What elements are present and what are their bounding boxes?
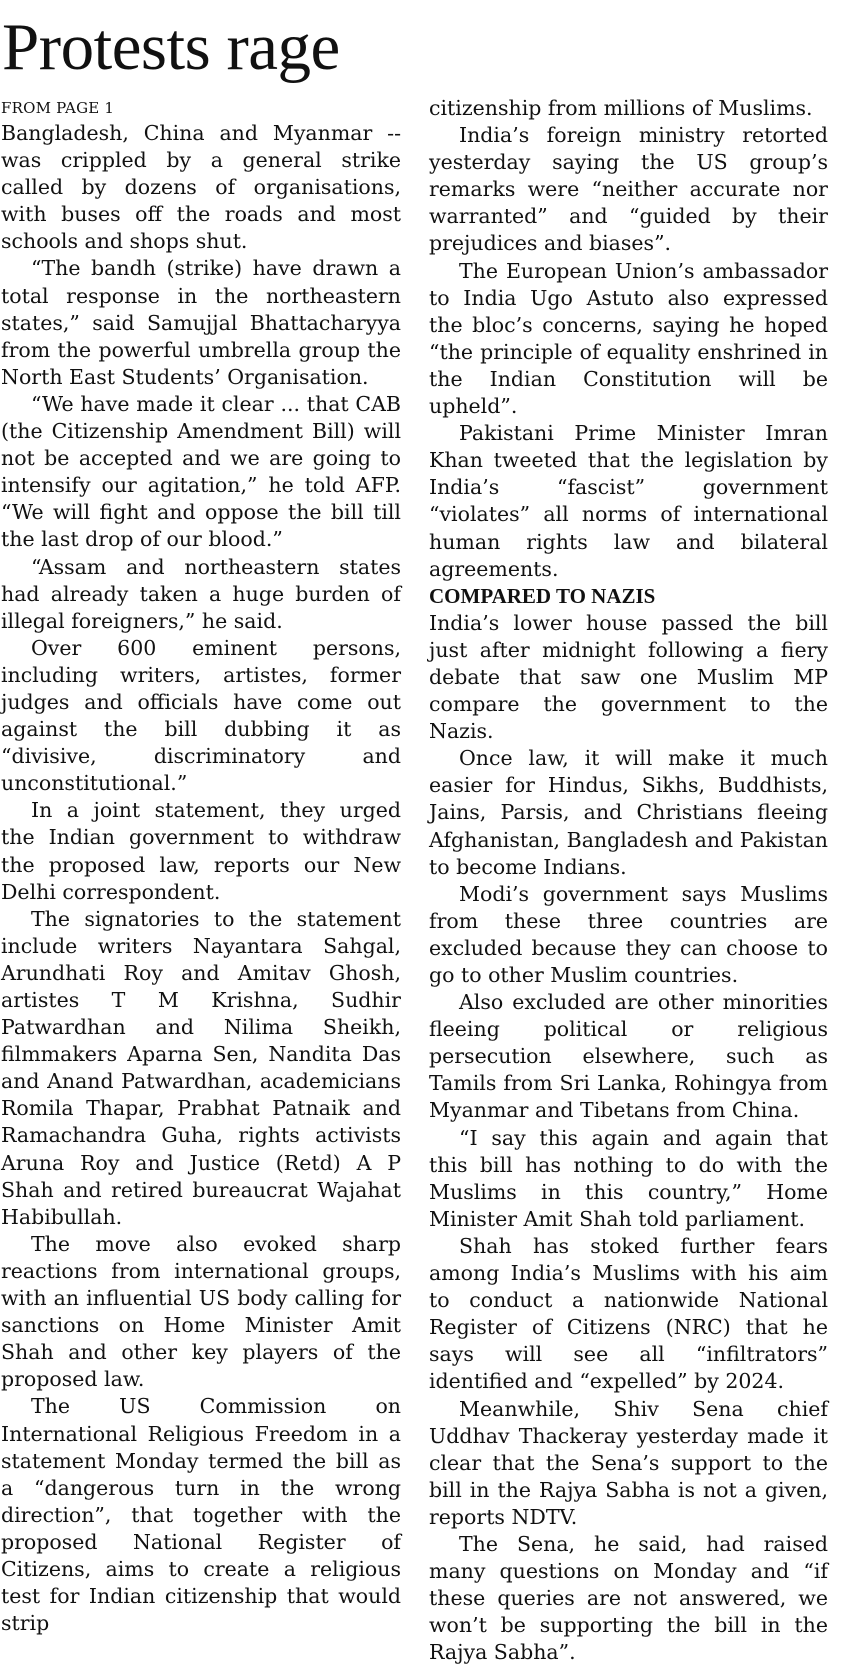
article-paragraph: citizenship from millions of Muslims. bbox=[429, 96, 813, 120]
article-paragraph: Shah has stoked further fears among India’s Muslims with his aim to conduct a nationwide National Register of Citizens (NRC) that he says will see all “infiltrators” identified and “expelled” by 2024. bbox=[429, 1233, 828, 1394]
article-paragraph: Bangladesh, China and Myanmar -- was crippled by a general strike called by dozens of organisations, with buses off the roads and most schools and shops shut. bbox=[1, 121, 401, 254]
article-paragraph: The European Union’s ambassador to India Ugo Astuto also expressed the bloc’s concerns, saying he hoped “the principle of equality enshrined in the Indian Constitution will be upheld”. bbox=[429, 258, 828, 419]
article-paragraph: The Sena, he said, had raised many questions on Monday and “if these queries are not answered, we won’t be supporting the bill in the Rajya Sabha”. bbox=[429, 1531, 828, 1665]
article-paragraph: Over 600 eminent persons, including writers, artistes, former judges and officials have come out against the bill dubbing it as “divisive, discriminatory and unconstitutional.” bbox=[1, 635, 401, 796]
article-paragraph: “We have made it clear ... that CAB (the Citizenship Amendment Bill) will not be accepted and we are going to intensify our agitation,” he told AFP. “We will fight and oppose the bill till the last drop of our blood.” bbox=[1, 391, 401, 552]
left-column bbox=[1, 96, 401, 1637]
article-paragraph: Pakistani Prime Minister Imran Khan tweeted that the legislation by India’s “fascist” government “violates” all norms of international human rights law and bilateral agreements. bbox=[429, 421, 828, 581]
right-paragraphs-bottom bbox=[429, 610, 828, 1666]
article-paragraph: The move also evoked sharp reactions from international groups, with an influential US body calling for sanctions on Home Minister Amit Shah and other key players of the proposed law. bbox=[1, 1231, 401, 1392]
article-paragraph: Modi’s government says Muslims from these three countries are excluded because they can choose to go to other Muslim countries. bbox=[429, 881, 828, 987]
article-paragraph: Once law, it will make it much easier for Hindus, Sikhs, Buddhists, Jains, Parsis, and Christians fleeing Afghanistan, Bangladesh and Pakistan to become Indians. bbox=[429, 746, 828, 879]
article-paragraph: “Assam and northeastern states had already taken a huge burden of illegal foreigners,” he said. bbox=[1, 554, 401, 633]
article-paragraph: “The bandh (strike) have drawn a total response in the northeastern states,” said Samujjal Bhattacharyya from the powerful umbrella group the North East Students’ Organisation. bbox=[1, 256, 401, 389]
article-paragraph: The US Commission on International Religious Freedom in a statement Monday termed the bill as a “dangerous turn in the wrong direction”, that together with the proposed National Register of Citizens, aims to create a religious test for Indian citizenship that would strip bbox=[1, 1394, 401, 1636]
headline: Protests rage bbox=[2, 10, 340, 84]
right-paragraphs-top bbox=[429, 95, 828, 583]
article-paragraph: India’s lower house passed the bill just after midnight following a fiery debate that saw one Muslim MP compare the government to the Nazis. bbox=[429, 610, 828, 744]
article-paragraph: “I say this again and again that this bill has nothing to do with the Muslims in this country,” Home Minister Amit Shah told parliament. bbox=[429, 1125, 828, 1231]
article-paragraph: Also excluded are other minorities fleeing political or religious persecution elsewhere, such as Tamils from Sri Lanka, Rohingya from Myanmar and Tibetans from China. bbox=[429, 990, 828, 1123]
right-column bbox=[429, 95, 828, 1666]
article-paragraph: The signatories to the statement include writers Nayantara Sahgal, Arundhati Roy and Amitav Ghosh, artistes T M Krishna, Sudhir Patwardhan and Nilima Sheikh, filmmakers Aparna Sen, Nandita Das and Anand Patwardhan, academicians Romila Thapar, Prabhat Patnaik and Ramachandra Guha, rights activists Aruna Roy and Justice (Retd) A P Shah and retired bureaucrat Wajahat Habibullah. bbox=[1, 906, 401, 1229]
kicker: FROM PAGE 1 bbox=[1, 98, 115, 117]
article-paragraph: India’s foreign ministry retorted yesterday saying the US group’s remarks were “neither accurate nor warranted” and “guided by their prejudices and biases”. bbox=[429, 123, 828, 256]
article-paragraph: Meanwhile, Shiv Sena chief Uddhav Thackeray yesterday made it clear that the Sena’s support to the bill in the Rajya Sabha is not a given, reports NDTV. bbox=[429, 1396, 828, 1529]
subhead: COMPARED TO NAZIS bbox=[429, 583, 656, 608]
article-paragraph: In a joint statement, they urged the Indian government to withdraw the proposed law, reports our New Delhi correspondent. bbox=[1, 798, 401, 904]
left-paragraphs bbox=[1, 120, 401, 1637]
